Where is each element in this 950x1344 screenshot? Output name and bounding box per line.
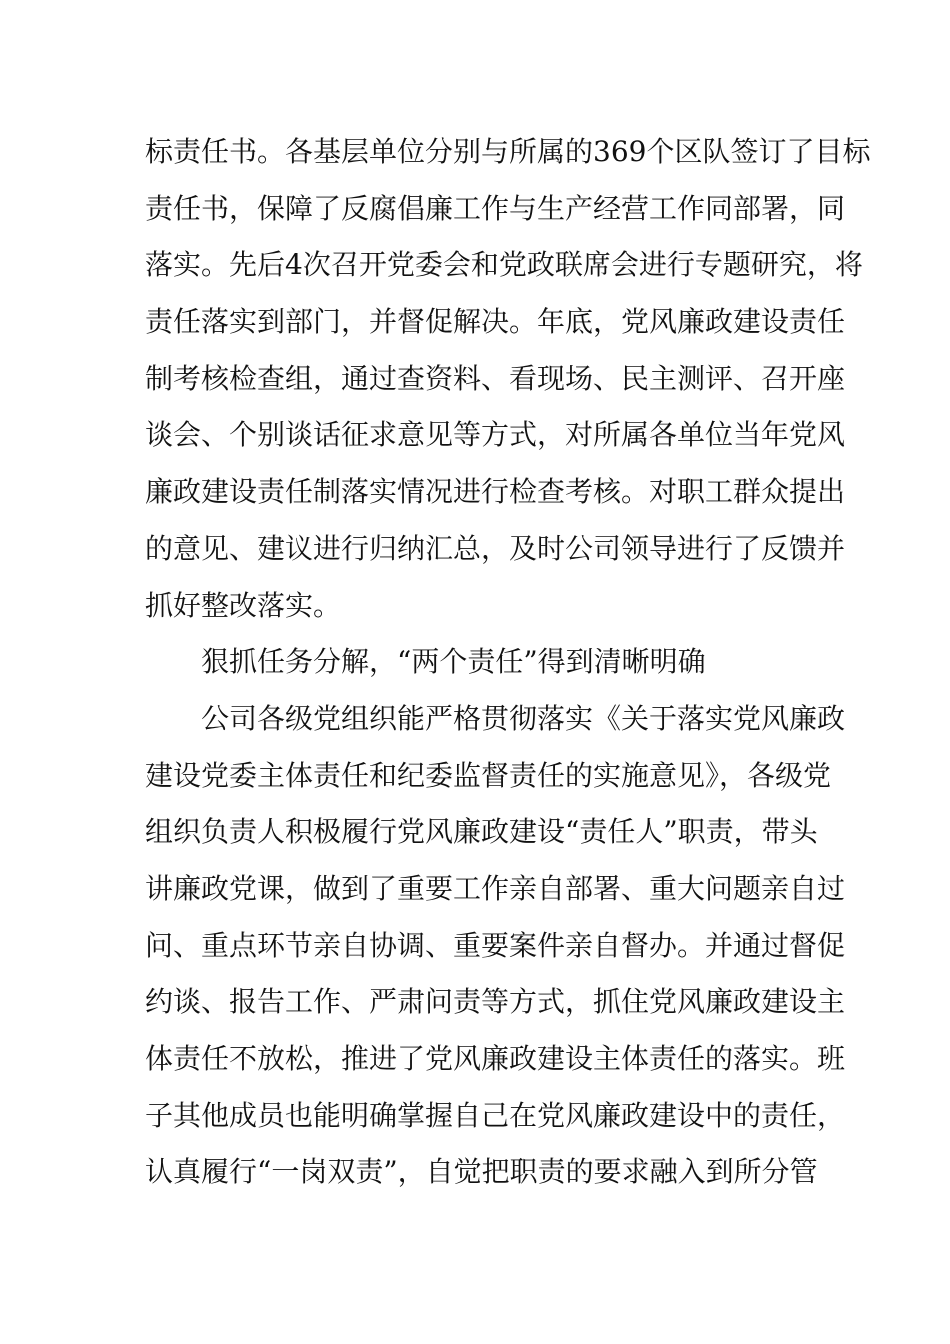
paragraph-2-line: 讲廉政党课，做到了重要工作亲自部署、重大问题亲自过 xyxy=(145,871,846,905)
paragraph-1-line: 落实。先后4次召开党委会和党政联席会进行专题研究，将 xyxy=(145,248,863,282)
section-heading: 狠抓任务分解，“两个责任”得到清晰明确 xyxy=(201,645,706,679)
paragraph-1-line: 责任落实到部门，并督促解决。年底，党风廉政建设责任 xyxy=(145,305,846,339)
paragraph-2-line: 问、重点环节亲自协调、重要案件亲自督办。并通过督促 xyxy=(145,928,846,962)
paragraph-2-line: 建设党委主体责任和纪委监督责任的实施意见》，各级党 xyxy=(145,758,832,792)
document-body xyxy=(145,128,871,1205)
paragraph-1-line: 抓好整改落实。 xyxy=(145,588,342,622)
paragraph-2-line: 约谈、报告工作、严肃问责等方式，抓住党风廉政建设主 xyxy=(145,985,846,1019)
paragraph-1-line: 标责任书。各基层单位分别与所属的369个区队签订了目标 xyxy=(145,135,871,168)
paragraph-2-line: 认真履行“一岗双责”，自觉把职责的要求融入到所分管 xyxy=(145,1155,818,1189)
paragraph-2-line: 子其他成员也能明确掌握自己在党风廉政建设中的责任， xyxy=(145,1098,846,1132)
paragraph-1-line: 廉政建设责任制落实情况进行检查考核。对职工群众提出 xyxy=(145,475,846,509)
paragraph-1-line: 责任书，保障了反腐倡廉工作与生产经营工作同部署，同 xyxy=(145,191,846,225)
paragraph-2-line: 体责任不放松，推进了党风廉政建设主体责任的落实。班 xyxy=(145,1042,846,1075)
paragraph-1-line: 谈会、个别谈话征求意见等方式，对所属各单位当年党风 xyxy=(145,418,846,452)
paragraph-2-line: 组织负责人积极履行党风廉政建设“责任人”职责，带头 xyxy=(145,815,818,849)
paragraph-1-line: 制考核检查组，通过查资料、看现场、民主测评、召开座 xyxy=(145,361,846,395)
paragraph-2-line: 公司各级党组织能严格贯彻落实《关于落实党风廉政 xyxy=(201,701,846,735)
paragraph-1-line: 的意见、建议进行归纳汇总，及时公司领导进行了反馈并 xyxy=(145,531,846,565)
